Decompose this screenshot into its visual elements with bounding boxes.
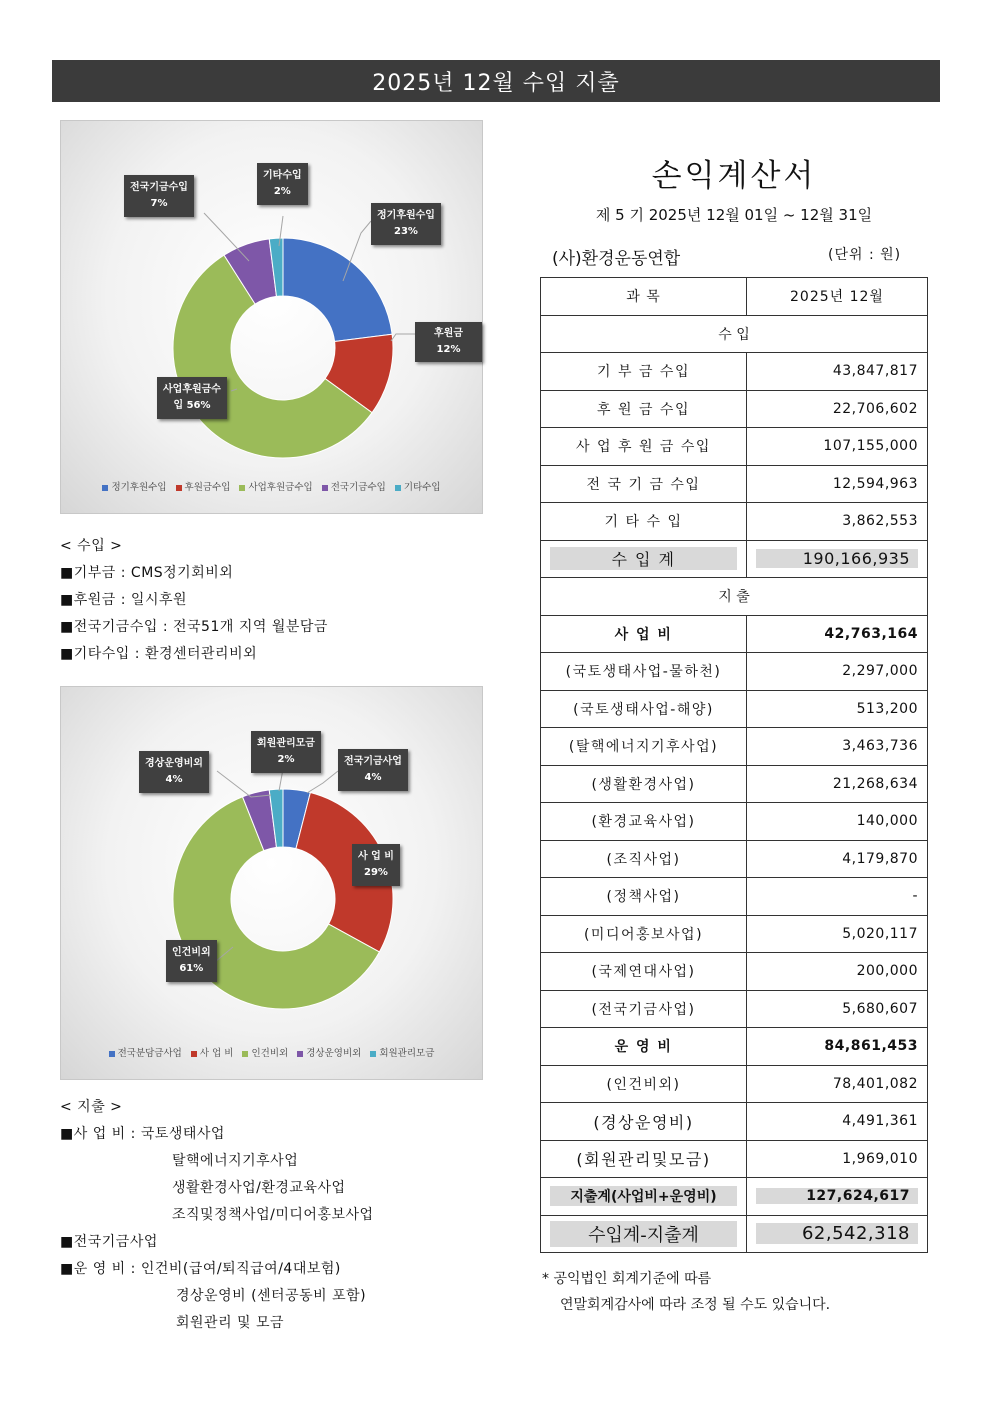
footnote-line-1: * 공익법인 회계기준에 따름 [542, 1271, 712, 1287]
callout-business [352, 844, 400, 886]
net-label: 수입계-지출계 [550, 1221, 737, 1247]
row-value: 4,491,361 [747, 1103, 928, 1141]
legend-label: 인건비외 [251, 1048, 289, 1059]
row-value: 22,706,602 [747, 390, 928, 428]
table-row [541, 503, 928, 541]
table-row [541, 690, 928, 728]
income-note-item: ■기타수입 : 환경센터관리비외 [60, 646, 258, 662]
expense-note-item: 탈핵에너지기후사업 [172, 1153, 299, 1169]
legend-label: 후원금수입 [184, 482, 231, 493]
table-row [541, 1140, 928, 1178]
expense-total-label: 지출계(사업비+운영비) [550, 1186, 737, 1206]
expense-note-item: 조직및정책사업/미디어홍보사업 [172, 1207, 374, 1223]
footnote-line-2: 연말회계감사에 따라 조정 될 수도 있습니다. [560, 1297, 831, 1313]
row-label: (조직사업) [541, 840, 747, 878]
unit-label: (단위 : 원) [828, 247, 902, 263]
income-note-item: ■기부금 : CMS정기회비외 [60, 565, 234, 581]
row-value: 21,268,634 [747, 765, 928, 803]
income-total-label-cell [541, 540, 747, 578]
leader-line-2 [391, 334, 415, 341]
table-row [541, 915, 928, 953]
callout-label: 경상운영비외 [145, 758, 203, 769]
callout-label: 사업후원금수 [163, 384, 221, 395]
row-label: (미디어홍보사업) [541, 915, 747, 953]
callout-other-income [257, 163, 308, 205]
header-subject: 과 목 [541, 278, 747, 316]
expense-total-row [541, 1178, 928, 1216]
expense-total-value-cell [747, 1178, 928, 1216]
expense-total-value: 127,624,617 [756, 1188, 918, 1204]
row-value: 12,594,963 [747, 465, 928, 503]
table-row [541, 1065, 928, 1103]
row-label: (정책사업) [541, 878, 747, 916]
callout-value: 4% [364, 772, 382, 783]
row-value: 43,847,817 [747, 353, 928, 391]
expense-section-label: 지 출 [541, 578, 928, 616]
legend-item [242, 1045, 288, 1059]
table-row [541, 353, 928, 391]
income-section-label: 수 입 [541, 315, 928, 353]
table-row [541, 878, 928, 916]
legend-label: 정기후원수입 [111, 482, 167, 493]
table-row [541, 428, 928, 466]
legend-label: 전국기금수입 [330, 482, 386, 493]
row-value: 84,861,453 [747, 1028, 928, 1066]
statement-period: 제 5 기 2025년 12월 01일 ~ 12월 31일 [595, 206, 873, 224]
row-value: 1,969,010 [747, 1140, 928, 1178]
callout-regular-donation [371, 203, 441, 245]
row-label: 기 부 금 수입 [541, 353, 747, 391]
expense-donut-chart [60, 686, 483, 1080]
callout-project-donation [157, 377, 227, 419]
income-note-item: ■후원금 : 일시후원 [60, 592, 188, 608]
section-row [541, 578, 928, 616]
expense-note-item: 생활환경사업/환경교육사업 [172, 1180, 346, 1196]
row-label: (회원관리및모금) [541, 1140, 747, 1178]
callout-label: 후원금 [434, 328, 463, 339]
row-label: (탈핵에너지기후사업) [541, 728, 747, 766]
income-donut-chart [60, 120, 483, 514]
callout-value: 입 56% [173, 400, 211, 411]
row-label: (국제연대사업) [541, 953, 747, 991]
row-label: (생활환경사업) [541, 765, 747, 803]
row-label: (국토생태사업-물하천) [541, 653, 747, 691]
row-value: 4,179,870 [747, 840, 928, 878]
income-total-value: 190,166,935 [756, 549, 918, 568]
legend-label: 경상운영비외 [306, 1048, 362, 1059]
row-label: 운 영 비 [541, 1028, 747, 1066]
callout-label: 사 업 비 [358, 851, 394, 862]
income-total-row [541, 540, 928, 578]
callout-value: 23% [394, 226, 418, 237]
callout-value: 7% [150, 198, 168, 209]
table-row [541, 803, 928, 841]
page-title: 2025년 12월 수입 지출 [52, 60, 940, 102]
table-row [541, 840, 928, 878]
chart-legend [61, 1045, 482, 1059]
callout-value: 4% [165, 774, 183, 785]
legend-label: 전국분담금사업 [117, 1048, 182, 1059]
legend-label: 회원관리모금 [379, 1048, 435, 1059]
row-value: 513,200 [747, 690, 928, 728]
legend-item [322, 479, 386, 493]
callout-label: 정기후원수입 [377, 210, 435, 221]
expense-note-item: ■운 영 비 : 인건비(급여/퇴직급여/4대보험) [60, 1261, 341, 1277]
business-total-row [541, 615, 928, 653]
callout-label: 인건비외 [172, 947, 211, 958]
leader-line-1 [307, 771, 338, 793]
income-note-item: ■전국기금수입 : 전국51개 지역 월분담금 [60, 619, 328, 635]
callout-label: 전국기금수입 [130, 182, 188, 193]
legend-item [109, 1045, 182, 1059]
row-value: 5,680,607 [747, 990, 928, 1028]
net-value-cell [747, 1215, 928, 1253]
table-row [541, 990, 928, 1028]
row-value: 5,020,117 [747, 915, 928, 953]
row-label: (경상운영비) [541, 1103, 747, 1141]
legend-item [297, 1045, 361, 1059]
row-label: (인건비외) [541, 1065, 747, 1103]
table-row [541, 653, 928, 691]
callout-national-fund [124, 175, 194, 217]
table-row [541, 1103, 928, 1141]
footnote [542, 1266, 830, 1318]
organization-name: (사)환경운동연합 [552, 249, 681, 269]
callout-value: 2% [277, 754, 295, 765]
header-period: 2025년 12월 [747, 278, 928, 316]
row-value: 107,155,000 [747, 428, 928, 466]
legend-label: 기타수입 [403, 482, 441, 493]
row-value: 140,000 [747, 803, 928, 841]
net-row [541, 1215, 928, 1253]
callout-value: 29% [364, 867, 388, 878]
callout-value: 61% [179, 963, 204, 974]
table-row [541, 765, 928, 803]
expense-notes [60, 1094, 374, 1337]
callout-label: 전국기금사업 [344, 756, 402, 767]
chart-legend [61, 479, 482, 493]
row-value: 200,000 [747, 953, 928, 991]
row-value: 2,297,000 [747, 653, 928, 691]
callout-operating [139, 751, 209, 793]
legend-item [176, 479, 231, 493]
legend-item [370, 1045, 434, 1059]
callout-member-fundraising [251, 731, 321, 773]
table-row [541, 390, 928, 428]
section-row [541, 315, 928, 353]
callout-value: 12% [436, 344, 461, 355]
legend-label: 사업후원금수입 [248, 482, 313, 493]
row-label: (국토생태사업-해양) [541, 690, 747, 728]
income-notes [60, 533, 328, 668]
row-label: 기 타 수 입 [541, 503, 747, 541]
expense-note-item: ■사 업 비 : 국토생태사업 [60, 1126, 225, 1142]
legend-label: 사 업 비 [199, 1048, 234, 1059]
row-value: - [747, 878, 928, 916]
table-row [541, 953, 928, 991]
income-total-value-cell [747, 540, 928, 578]
legend-item [191, 1045, 234, 1059]
statement-title: 손익계산서 [651, 158, 817, 194]
net-label-cell [541, 1215, 747, 1253]
expense-note-item: 회원관리 및 모금 [176, 1315, 285, 1331]
row-label: 전 국 기 금 수입 [541, 465, 747, 503]
row-label: 후 원 금 수입 [541, 390, 747, 428]
row-label: 사 업 비 [541, 615, 747, 653]
expense-notes-heading: < 지출 > [60, 1099, 123, 1115]
table-row [541, 465, 928, 503]
callout-label: 회원관리모금 [257, 738, 315, 749]
legend-item [239, 479, 312, 493]
row-label: (환경교육사업) [541, 803, 747, 841]
income-total-label: 수 입 계 [550, 547, 737, 570]
expense-note-item: 경상운영비 (센터공동비 포함) [176, 1288, 367, 1304]
row-value: 3,862,553 [747, 503, 928, 541]
operating-total-row [541, 1028, 928, 1066]
callout-value: 2% [273, 186, 291, 197]
income-notes-heading: < 수입 > [60, 538, 123, 554]
callout-donation [415, 322, 482, 362]
callout-label: 기타수입 [263, 170, 302, 181]
table-row [541, 728, 928, 766]
callout-personnel [166, 940, 217, 982]
row-label: (전국기금사업) [541, 990, 747, 1028]
net-value: 62,542,318 [756, 1223, 918, 1244]
table-header-row [541, 278, 928, 316]
legend-item [395, 479, 441, 493]
income-statement-table [540, 277, 928, 1253]
donut-slice-1 [283, 238, 392, 341]
legend-item [102, 479, 166, 493]
callout-national-project [338, 749, 408, 791]
expense-note-item: ■전국기금사업 [60, 1234, 158, 1250]
row-value: 42,763,164 [747, 615, 928, 653]
row-value: 78,401,082 [747, 1065, 928, 1103]
row-label: 사 업 후 원 금 수입 [541, 428, 747, 466]
expense-total-label-cell [541, 1178, 747, 1216]
row-value: 3,463,736 [747, 728, 928, 766]
